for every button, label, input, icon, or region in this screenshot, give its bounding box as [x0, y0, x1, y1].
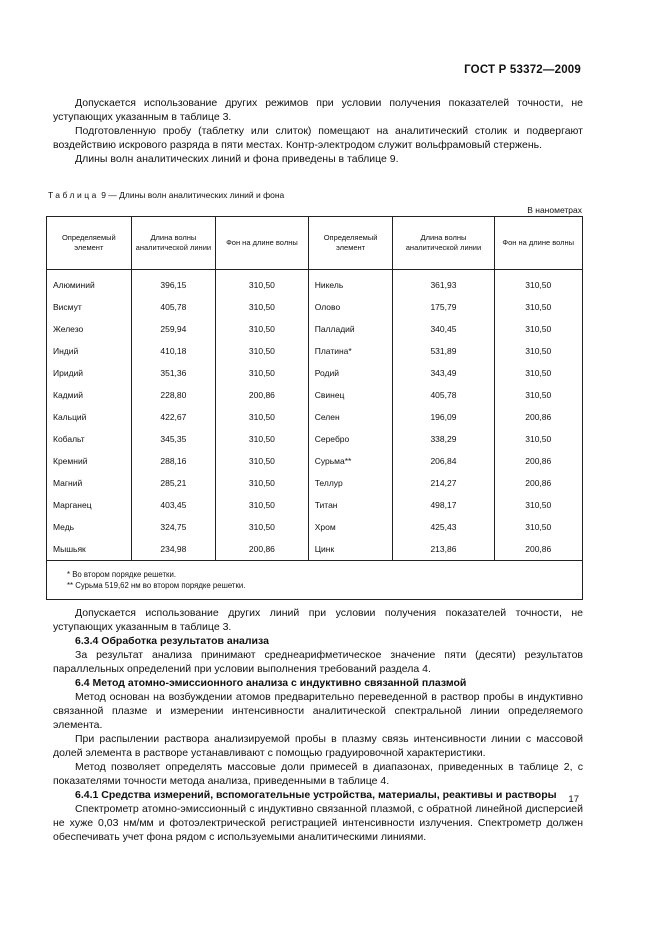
table-row — [47, 340, 583, 362]
paragraph: Допускается использование других линий при условии получения показателей точности, не уступающих указанным в таблице 3. — [53, 607, 583, 633]
value-cell: 310,50 — [216, 362, 309, 384]
element-cell: Алюминий — [47, 270, 132, 297]
column-header: Длина волны аналитической линии — [393, 217, 494, 270]
page-number: 17 — [568, 794, 579, 805]
value-cell: 200,86 — [494, 406, 582, 428]
value-cell: 310,50 — [216, 340, 309, 362]
table-caption — [48, 190, 284, 200]
column-header: Определяемый элемент — [47, 217, 132, 270]
table-row — [47, 362, 583, 384]
element-cell: Родий — [308, 362, 393, 384]
paragraph: Спектрометр атомно-эмиссионный с индуктивно связанной плазмой, с обратной линейной дисперсией не хуже 0,03 нм/мм и фотоэлектрической регистрацией интенсивности излучения. Спектрометр должен обеспечивать учет фона рядом с используемыми аналитическими линиями. — [53, 803, 583, 843]
value-cell: 310,50 — [494, 270, 582, 297]
value-cell: 310,50 — [494, 362, 582, 384]
table-row — [47, 270, 583, 297]
value-cell: 405,78 — [393, 384, 494, 406]
element-cell: Никель — [308, 270, 393, 297]
table-caption-title: 9 — Длины волн аналитических линий и фона — [101, 190, 285, 200]
value-cell: 196,09 — [393, 406, 494, 428]
value-cell: 234,98 — [131, 538, 215, 561]
element-cell: Кобальт — [47, 428, 132, 450]
table-header-row — [47, 217, 583, 270]
element-cell: Селен — [308, 406, 393, 428]
table-footnotes-row — [47, 561, 583, 600]
value-cell: 310,50 — [216, 516, 309, 538]
element-cell: Иридий — [47, 362, 132, 384]
value-cell: 213,86 — [393, 538, 494, 561]
value-cell: 288,16 — [131, 450, 215, 472]
table-units: В нанометрах — [527, 205, 582, 215]
section-heading: 6.3.4 Обработка результатов анализа — [75, 635, 269, 647]
value-cell: 310,50 — [216, 494, 309, 516]
wavelength-table — [46, 216, 583, 600]
table-row — [47, 296, 583, 318]
value-cell: 285,21 — [131, 472, 215, 494]
value-cell: 310,50 — [216, 406, 309, 428]
column-header: Фон на длине волны — [216, 217, 309, 270]
column-header: Фон на длине волны — [494, 217, 582, 270]
paragraph: Длины волн аналитических линий и фона приведены в таблице 9. — [75, 153, 399, 165]
element-cell: Серебро — [308, 428, 393, 450]
value-cell: 310,50 — [494, 340, 582, 362]
paragraph: Метод основан на возбуждении атомов предварительно переведенной в раствор пробы в индуктивно связанной плазме и измерении интенсивности аналитической спектральной линии определяемого элемента. — [53, 691, 583, 731]
table-row — [47, 428, 583, 450]
value-cell: 361,93 — [393, 270, 494, 297]
paragraph: Допускается использование других режимов при условии получения показателей точности, не уступающих указанным в таблице 3. — [53, 97, 583, 123]
element-cell: Олово — [308, 296, 393, 318]
value-cell: 310,50 — [216, 270, 309, 297]
value-cell: 405,78 — [131, 296, 215, 318]
value-cell: 310,50 — [494, 318, 582, 340]
paragraph: Подготовленную пробу (таблетку или слиток) помещают на аналитический столик и подвергают воздействию искрового разряда в пяти местах. Контр-электродом служит вольфрамовый стержень. — [53, 125, 583, 151]
footnote: ** Сурьма 519,62 нм во втором порядке решетки. — [67, 581, 246, 590]
element-cell: Медь — [47, 516, 132, 538]
section-heading: 6.4.1 Средства измерений, вспомогательные устройства, материалы, реактивы и растворы — [75, 789, 557, 801]
value-cell: 351,36 — [131, 362, 215, 384]
paragraph: За результат анализа принимают среднеарифметическое значение пяти (десяти) результатов параллельных определений при условии выполнения требований раздела 4. — [53, 649, 583, 675]
element-cell: Свинец — [308, 384, 393, 406]
value-cell: 310,50 — [216, 318, 309, 340]
value-cell: 498,17 — [393, 494, 494, 516]
value-cell: 403,45 — [131, 494, 215, 516]
section-heading: 6.4 Метод атомно-эмиссионного анализа с индуктивно связанной плазмой — [75, 677, 467, 689]
element-cell: Теллур — [308, 472, 393, 494]
element-cell: Висмут — [47, 296, 132, 318]
element-cell: Кремний — [47, 450, 132, 472]
value-cell: 310,50 — [494, 516, 582, 538]
value-cell: 396,15 — [131, 270, 215, 297]
value-cell: 310,50 — [494, 428, 582, 450]
value-cell: 410,18 — [131, 340, 215, 362]
value-cell: 214,27 — [393, 472, 494, 494]
value-cell: 310,50 — [494, 296, 582, 318]
value-cell: 531,89 — [393, 340, 494, 362]
value-cell: 345,35 — [131, 428, 215, 450]
table-row — [47, 406, 583, 428]
value-cell: 259,94 — [131, 318, 215, 340]
element-cell: Цинк — [308, 538, 393, 561]
paragraph: При распылении раствора анализируемой пробы в плазму связь интенсивности линии с массовой долей элемента в растворе устанавливают с помощью градуировочной характеристики. — [53, 733, 583, 759]
value-cell: 310,50 — [216, 296, 309, 318]
element-cell: Палладий — [308, 318, 393, 340]
column-header: Определяемый элемент — [308, 217, 393, 270]
value-cell: 343,49 — [393, 362, 494, 384]
value-cell: 310,50 — [216, 428, 309, 450]
paragraph: Метод позволяет определять массовые доли примесей в диапазонах, приведенных в таблице 2, с показателями точности метода анализа, приведенными в таблице 4. — [53, 761, 583, 787]
table-row — [47, 318, 583, 340]
element-cell: Марганец — [47, 494, 132, 516]
value-cell: 175,79 — [393, 296, 494, 318]
element-cell: Титан — [308, 494, 393, 516]
table-row — [47, 472, 583, 494]
footnote: * Во втором порядке решетки. — [67, 570, 176, 579]
column-header: Длина волны аналитической линии — [131, 217, 215, 270]
element-cell: Магний — [47, 472, 132, 494]
value-cell: 422,67 — [131, 406, 215, 428]
value-cell: 310,50 — [494, 494, 582, 516]
value-cell: 324,75 — [131, 516, 215, 538]
element-cell: Кальций — [47, 406, 132, 428]
value-cell: 228,80 — [131, 384, 215, 406]
value-cell: 206,84 — [393, 450, 494, 472]
element-cell: Хром — [308, 516, 393, 538]
value-cell: 425,43 — [393, 516, 494, 538]
value-cell: 338,29 — [393, 428, 494, 450]
value-cell: 200,86 — [494, 472, 582, 494]
table-row — [47, 384, 583, 406]
table-row — [47, 450, 583, 472]
value-cell: 200,86 — [216, 384, 309, 406]
element-cell: Платина* — [308, 340, 393, 362]
value-cell: 200,86 — [216, 538, 309, 561]
element-cell: Мышьяк — [47, 538, 132, 561]
value-cell: 200,86 — [494, 538, 582, 561]
document-code: ГОСТ Р 53372—2009 — [464, 64, 581, 76]
value-cell: 310,50 — [216, 450, 309, 472]
table-row — [47, 516, 583, 538]
value-cell: 310,50 — [494, 384, 582, 406]
element-cell: Кадмий — [47, 384, 132, 406]
table-row — [47, 494, 583, 516]
element-cell: Индий — [47, 340, 132, 362]
table-footnotes — [47, 561, 583, 600]
element-cell: Сурьма** — [308, 450, 393, 472]
table-caption-label: Таблица — [48, 190, 99, 200]
value-cell: 340,45 — [393, 318, 494, 340]
intro-text — [53, 96, 583, 166]
table-row — [47, 538, 583, 561]
element-cell: Железо — [47, 318, 132, 340]
value-cell: 200,86 — [494, 450, 582, 472]
value-cell: 310,50 — [216, 472, 309, 494]
body-text — [53, 606, 583, 844]
